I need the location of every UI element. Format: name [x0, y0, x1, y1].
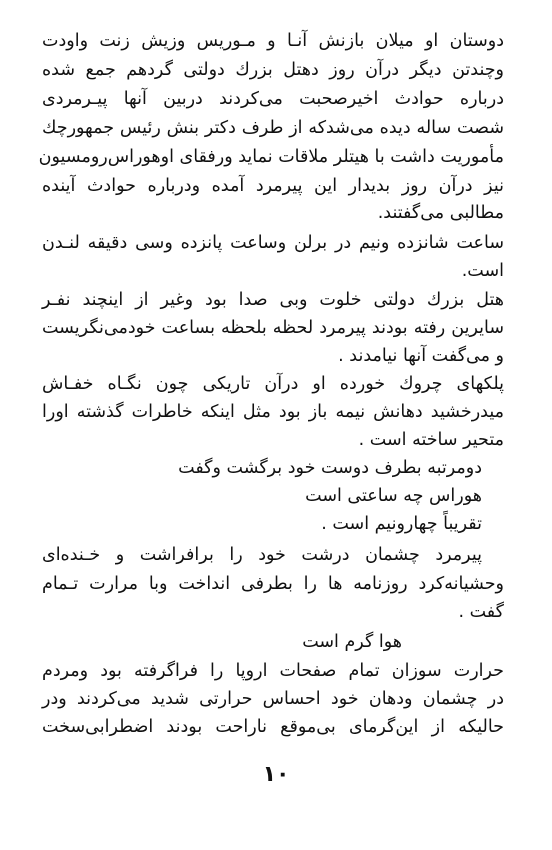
text-line-7: مطالبی می‌گفتند. — [377, 203, 504, 223]
text-line-2: وچندتن دیگر درآن روز دهتل بزرك دولتی گردهم جمع شده — [42, 60, 504, 80]
text-line-25: حالیکه از این‌گرمای بی‌موقع ناراحت بودند اضطرابی‌سخت — [42, 717, 504, 737]
text-line-10: هتل بزرك دولتی خلوت وبی صدا بود وغیر از اینچند نفـر — [42, 290, 504, 310]
text-line-22: هوا گرم است — [302, 632, 402, 652]
text-line-13: پلکهای چروك خورده او درآن تاریکی چون نگـاه خفـاش — [42, 374, 504, 394]
text-line-11: سایرین رفته بودند پیرمرد لحظه بلحظه بساعت خودمی‌نگریست — [42, 318, 504, 338]
text-line-8: ساعت شانزده ونیم در برلن وساعت پانزده وسی دقیقه لنـدن — [42, 233, 504, 253]
text-line-24: در چشمان ودهان خود احساس حرارتی شدید می‌کردند ودر — [42, 689, 504, 709]
text-line-16: دومرتبه بطرف دوست خود برگشت وگفت — [178, 458, 482, 478]
text-line-5: مأموریت داشت با هیتلر ملاقات نماید ورفقای اوهوراس‌رومسیون — [38, 147, 504, 167]
text-line-20: وحشیانه‌کرد روزنامه ها را بطرفی انداخت وبا مرارت تـمام — [42, 574, 504, 594]
text-line-6: نیز درآن روز بدیدار این پیرمرد آمده ودرباره حوادث آینده — [42, 176, 504, 196]
text-line-9: است. — [461, 261, 504, 281]
text-line-23: حرارت سوزان تمام صفحات اروپا را فراگرفته بود ومردم — [42, 661, 504, 681]
text-line-15: متحیر ساخته است . — [358, 430, 504, 450]
text-line-12: و می‌گفت آنها نیامدند . — [338, 346, 504, 366]
text-line-18: تقریباً چهارونیم است . — [321, 514, 482, 534]
text-line-21: گفت . — [458, 602, 504, 622]
text-line-1: دوستان او میلان بازنش آنـا و مـوریس وزیش زنت واودت — [42, 31, 504, 51]
text-line-19: پیرمرد چشمان درشت خود را برافراشت و خـنده‌ای — [42, 545, 482, 565]
page-number: ۱۰ — [262, 762, 290, 787]
text-line-3: درباره حوادث اخیرصحبت می‌کردند دربین آنها پیـرمردی — [42, 89, 504, 109]
text-line-17: هوراس چه ساعتی است — [305, 486, 482, 506]
text-line-14: میدرخشید دهانش نیمه باز بود مثل اینکه خاطرات گذشته اورا — [42, 402, 504, 422]
text-line-4: شصت ساله دیده می‌شدکه از طرف دکتر بنش رئیس جمهورچك — [42, 118, 504, 138]
